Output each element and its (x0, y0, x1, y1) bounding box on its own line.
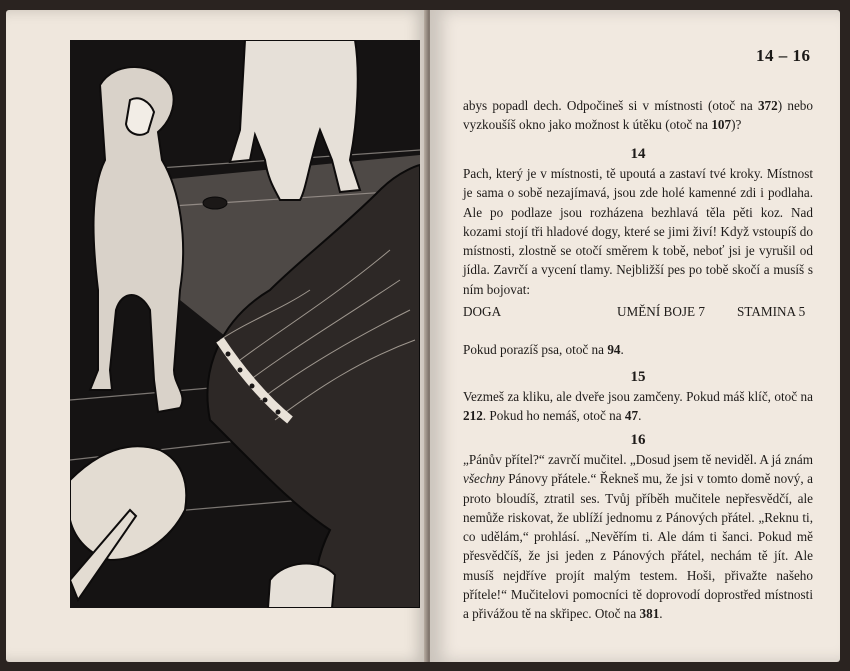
section-14-after-text: Pokud porazíš psa, otoč na (463, 342, 608, 357)
section-16-text (463, 450, 813, 624)
section-15-text-c: . Pokud ho nemáš, otoč na (482, 408, 625, 424)
dogs-drawing (70, 40, 420, 608)
intro-paragraph (463, 96, 813, 135)
intro-text-2: nebo vyzkoušíš okno jako možnost k útěku (otoč na (463, 98, 813, 133)
section-16-number: 16 (630, 432, 646, 448)
section-15-text-a: Vezmeš za kliku, ale dveře jsou zamčeny. Pokud máš klíč, otoč na (463, 389, 813, 404)
enemy-stat-row (463, 304, 813, 324)
section-16-text-b: Pánovy přátele.“ Řekneš mu, že jsi v tomto domě nový, a proto bloudíš, ztratil ses. Tvůj příběh mučitele nepřesvědčí, ale nemůže riskovat, že ublíží jednomu z Pánových přátel. „Reknu ti, co udělám,“ prohlásí. „Nevěřím ti. Ale dám ti šanci. Pokud mě přesvědčíš, že jsi jeden z Pánových přátel, nechám tě jít. Ale musíš nejdříve projít malým testem. Hoši, přivažte našeho přítele!“ Mučitelovi pomocníci tě doprovodí doprostřed místnosti a přivážou tě na skřipec. Otoč na (463, 471, 813, 622)
section-16-emphasis: všechny (463, 471, 505, 487)
section-14-after (463, 340, 813, 359)
dogs-illustration (70, 40, 420, 608)
section-16-text-d: . (659, 606, 663, 622)
section-14-after-end: . (620, 342, 624, 357)
section-16-link-381: 381 (639, 606, 660, 622)
intro-text-end: ) (777, 98, 783, 113)
enemy-stamina: STAMINA 5 (737, 304, 806, 319)
enemy-name: DOGA (463, 304, 502, 319)
page-header-range: 14 – 16 (756, 46, 811, 65)
section-15-text (463, 387, 813, 426)
section-15-text-e: . (638, 408, 642, 424)
section-14-text (463, 164, 813, 299)
intro-text-2-end: )? (731, 117, 742, 133)
section-15-link-212: 212 (463, 408, 483, 424)
section-16-text-a: „Pánův přítel?“ zavrčí mučitel. „Dosud jsem tě neviděl. A já znám (463, 452, 813, 467)
intro-text: abys popadl dech. Odpočineš si v místnosti (otoč na (463, 98, 758, 113)
section-15-link-47: 47 (624, 408, 639, 424)
section-14-link-94: 94 (607, 342, 621, 357)
intro-link-372: 372 (757, 98, 778, 113)
section-14-number: 14 (630, 146, 646, 162)
section-15-number: 15 (630, 369, 646, 385)
section-14-paragraph: Pach, který je v místnosti, tě upoutá a zastaví tvé kroky. Místnost je sama o sobě nezajímavá, jsou zde holé kamenné zdi i podlaha. Ale po podlaze jsou rozházena bezhlavá těla pěti koz. Nad kozami stojí tři hladové dogy, které se jimi živí! Když vstoupíš do místnosti, zlostně se otočí směrem k tobě, neboť jsi je vyrušil od jídla. Zavrčí a vycení tlamy. Nejbližší pes po tobě skočí a musíš s ním bojovat: (463, 166, 813, 297)
enemy-skill: UMĚNÍ BOJE 7 (617, 304, 705, 319)
intro-link-107: 107 (711, 117, 732, 133)
